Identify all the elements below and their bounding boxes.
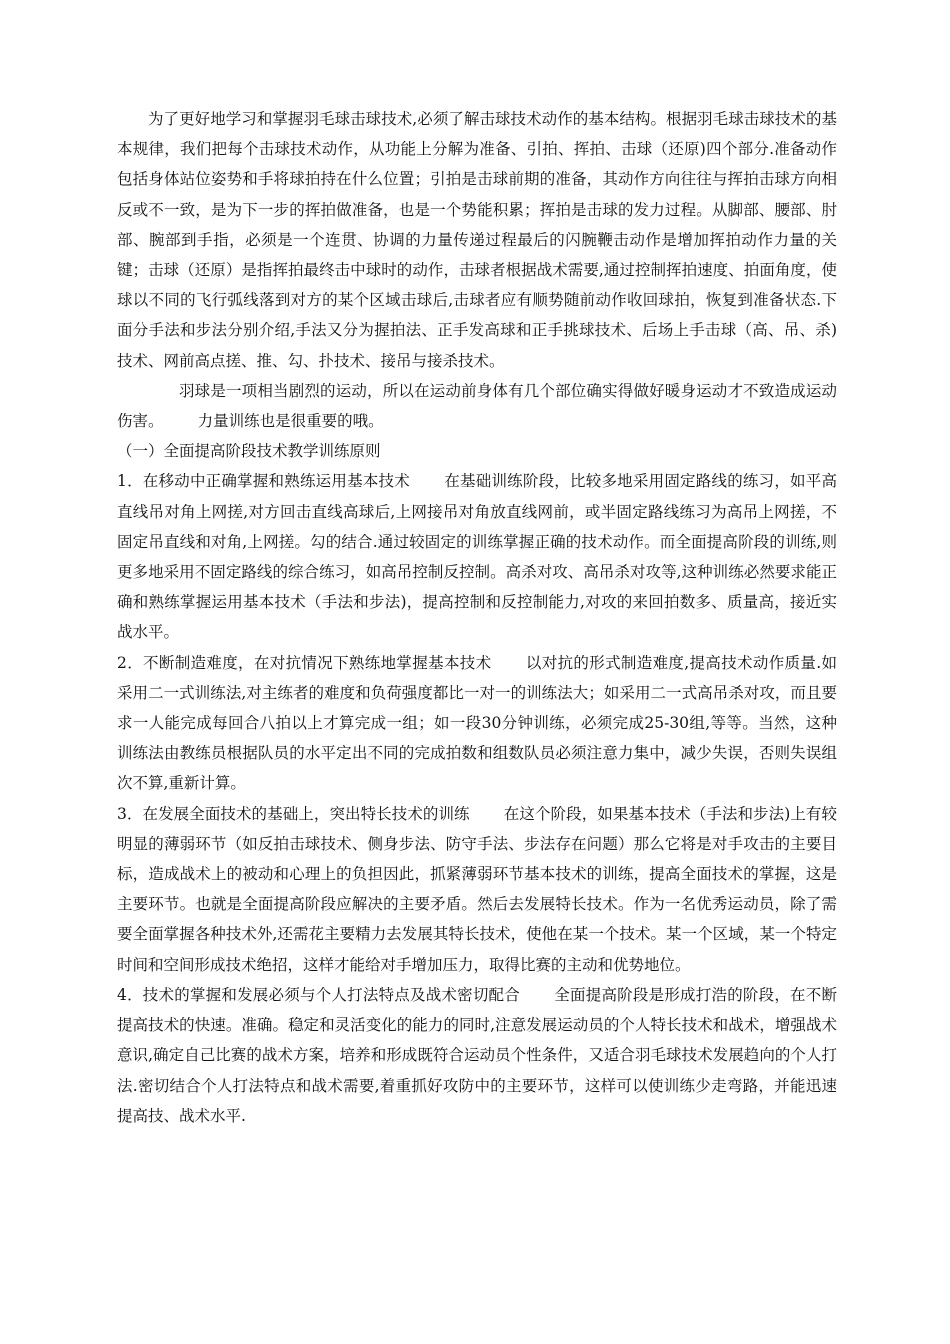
principle-item [117,980,837,1131]
principle-item [117,799,837,980]
warmup-text: 羽球是一项相当剧烈的运动，所以在运动前身体有几个部位确实得做好暖身运动才不致造成运动伤害。 [117,381,837,431]
principle-body: 全面提高阶段是形成打浩的阶段，在不断提高技术的快速。准确。稳定和灵活变化的能力的同时,注意发展运动员的个人特长技术和战术，增强战术意识,确定自己比赛的战术方案，培养和形成既符合运动员个性条件，又适合羽毛球技术发展趋向的个人打法.密切结合个人打法特点和战术需要,着重抓好攻防中的主要环节，这样可以使训练少走弯路，并能迅速提高技、战术水平. [117,985,837,1125]
principle-title: 3．在发展全面技术的基础上，突出特长技术的训练 [117,804,470,823]
principle-body: 在基础训练阶段，比较多地采用固定路线的练习，如平高直线吊对角上网搓,对方回击直线高球后,上网接吊对角放直线网前，或半固定路线练习为高吊上网搓，不固定吊直线和对角,上网搓。勾的结合.通过较固定的训练掌握正确的技术动作。而全面提高阶段的训练,则更多地采用不固定路线的综合练习，如高吊控制反控制。高杀对攻、高吊杀对攻等,这种训练必然要求能正确和熟练掌握运用基本技术（手法和步法)，提高控制和反控制能力,对攻的来回拍数多、质量高，接近实战水平。 [117,472,837,642]
principle-item [117,466,837,647]
strength-note: 力量训练也是很重要的哦。 [197,412,384,431]
principle-item [117,648,837,799]
principle-title: 1．在移动中正确掌握和熟练运用基本技术 [117,472,410,491]
principle-body: 以对抗的形式制造难度,提高技术动作质量.如采用二一式训练法,对主练者的难度和负荷强度都比一对一的训练法大；如采用二一式高吊杀对攻，而且要求一人能完成每回合八拍以上才算完成一组；如一段30分钟训练，必须完成25-30组,等等。当然，这种训练法由教练员根据队员的水平定出不同的完成拍数和组数队员必须注意力集中，减少失误，否则失误组次不算,重新计算。 [117,653,837,793]
document-page [117,104,837,1131]
intro-paragraph: 为了更好地学习和掌握羽毛球击球技术,必须了解击球技术动作的基本结构。根据羽毛球击球技术的基本规律，我们把每个击球技术动作，从功能上分解为准备、引拍、挥拍、击球（还原)四个部分.准备动作包括身体站位姿势和手将球拍持在什么位置；引拍是击球前期的准备，其动作方向往往与挥拍击球方向相反或不一致，是为下一步的挥拍做准备，也是一个势能积累；挥拍是击球的发力过程。从脚部、腰部、肘部、腕部到手指，必须是一个连贯、协调的力量传递过程最后的闪腕鞭击动作是增加挥拍动作力量的关键；击球（还原）是指挥拍最终击中球时的动作，击球者根据战术需要,通过控制挥拍速度、拍面角度，使球以不同的飞行弧线落到对方的某个区域击球后,击球者应有顺势随前动作收回球拍，恢复到准备状态.下面分手法和步法分别介绍,手法又分为握拍法、正手发高球和正手挑球技术、后场上手击球（高、吊、杀)技术、网前高点搓、推、勾、扑技术、接吊与接杀技术。 [117,110,837,370]
section-heading: （一）全面提高阶段技术教学训练原则 [117,442,381,461]
principle-title: 4．技术的掌握和发展必须与个人打法特点及战术密切配合 [117,985,520,1004]
principle-title: 2．不断制造难度，在对抗情况下熟练地掌握基本技术 [117,653,492,672]
principle-body: 在这个阶段，如果基本技术（手法和步法)上有较明显的薄弱环节（如反拍击球技术、侧身步法、防守手法、步法存在问题）那么它将是对手攻击的主要目标，造成战术上的被动和心理上的负担因此，抓紧薄弱环节基本技术的训练，提高全面技术的掌握，这是主要环节。也就是全面提高阶段应解决的主要矛盾。然后去发展特长技术。作为一名优秀运动员，除了需要全面掌握各种技术外,还需花主要精力去发展其特长技术，使他在某一个技术。某一个区域，某一个特定时间和空间形成技术绝招，这样才能给对手增加压力，取得比赛的主动和优势地位。 [117,804,837,974]
warmup-paragraph [117,376,837,436]
